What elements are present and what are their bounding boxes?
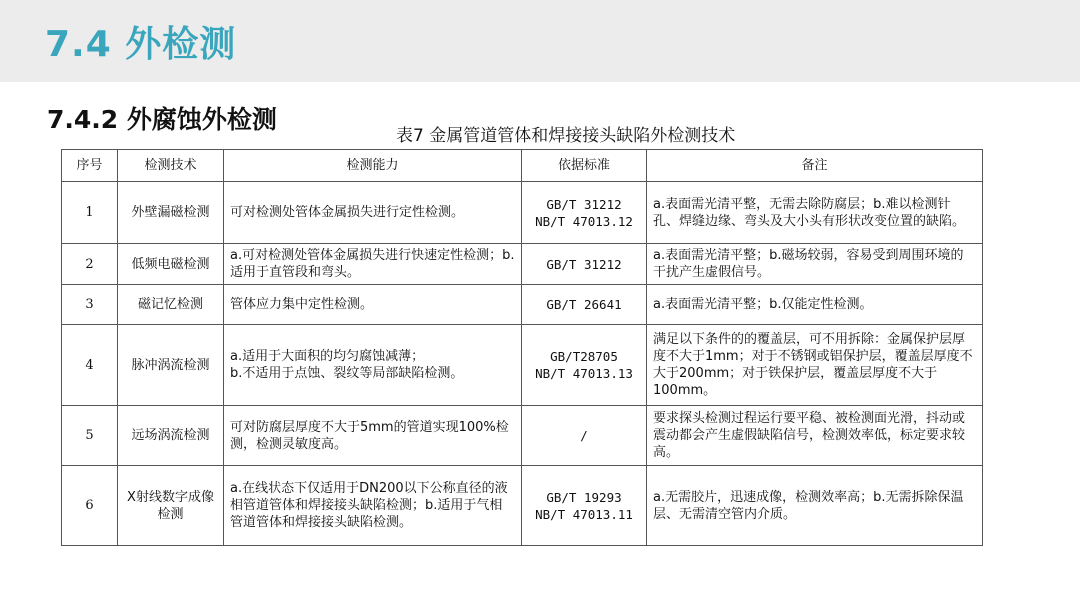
row-technique: 磁记忆检测 — [118, 285, 224, 325]
row-standards — [522, 406, 647, 466]
row-standards — [522, 285, 647, 325]
header-tech: 检测技术 — [118, 150, 224, 182]
row-standards — [522, 466, 647, 546]
row-capability: 管体应力集中定性检测。 — [224, 285, 522, 325]
row-number: 5 — [62, 406, 118, 466]
table-row — [62, 285, 983, 325]
inspection-techniques-table — [61, 149, 983, 546]
standard-code: GB/T 31212 — [546, 196, 622, 212]
row-standards — [522, 182, 647, 244]
row-notes: 要求探头检测过程运行要平稳、被检测面光滑，抖动或震动都会产生虚假缺陷信号，检测效率低，标定要求较高。 — [647, 406, 983, 466]
table-row — [62, 182, 983, 244]
table-row — [62, 244, 983, 285]
row-capability: a.在线状态下仅适用于DN200以下公称直径的液相管道管体和焊接接头缺陷检测；b.适用于气相管道管体和焊接接头缺陷检测。 — [224, 466, 522, 546]
header-notes: 备注 — [647, 150, 983, 182]
standard-code: NB/T 47013.12 — [535, 213, 633, 229]
row-technique: 外壁漏磁检测 — [118, 182, 224, 244]
row-technique: 低频电磁检测 — [118, 244, 224, 285]
row-technique: 远场涡流检测 — [118, 406, 224, 466]
row-capability: a.可对检测处管体金属损失进行快速定性检测；b.适用于直管段和弯头。 — [224, 244, 522, 285]
section-title: 7.4.2 外腐蚀外检测 — [47, 105, 277, 134]
capability-line: a.适用于大面积的均匀腐蚀减薄； — [230, 349, 425, 364]
row-notes: a.表面需光清平整；b.磁场较弱，容易受到周围环境的干扰产生虚假信号。 — [647, 244, 983, 285]
row-number: 1 — [62, 182, 118, 244]
capability-line: b.不适用于点蚀、裂纹等局部缺陷检测。 — [230, 366, 464, 381]
standard-code: GB/T28705 — [550, 349, 618, 364]
row-standards — [522, 325, 647, 406]
row-number: 4 — [62, 325, 118, 406]
table-caption: 表7 金属管道管体和焊接接头缺陷外检测技术 — [396, 126, 736, 146]
row-notes: a.表面需光清平整；b.仅能定性检测。 — [647, 285, 983, 325]
row-number: 6 — [62, 466, 118, 546]
standard-code: GB/T 19293 — [546, 489, 622, 505]
row-notes: 满足以下条件的的覆盖层，可不用拆除：金属保护层厚度不大于1mm；对于不锈钢或铝保护层，覆盖层厚度不大于200mm；对于铁保护层，覆盖层厚度不大于100mm。 — [647, 325, 983, 406]
table-row — [62, 466, 983, 546]
standard-code: NB/T 47013.13 — [535, 366, 633, 381]
row-notes: a.无需胶片，迅速成像，检测效率高；b.无需拆除保温层、无需清空管内介质。 — [647, 466, 983, 546]
row-capability: 可对防腐层厚度不大于5mm的管道实现100%检测，检测灵敏度高。 — [224, 406, 522, 466]
table-header-row — [62, 150, 983, 182]
row-notes: a.表面需光清平整，无需去除防腐层；b.难以检测针孔、焊缝边缘、弯头及大小头有形状改变位置的缺陷。 — [647, 182, 983, 244]
table-row — [62, 325, 983, 406]
standard-code: GB/T 26641 — [546, 297, 622, 312]
table-row — [62, 406, 983, 466]
row-capability — [224, 325, 522, 406]
row-technique: 脉冲涡流检测 — [118, 325, 224, 406]
row-number: 2 — [62, 244, 118, 285]
header-capability: 检测能力 — [224, 150, 522, 182]
row-standards — [522, 244, 647, 285]
standard-code: / — [580, 428, 588, 443]
header-standard: 依据标准 — [522, 150, 647, 182]
header-no: 序号 — [62, 150, 118, 182]
standard-code: NB/T 47013.11 — [535, 506, 633, 522]
row-number: 3 — [62, 285, 118, 325]
row-capability: 可对检测处管体金属损失进行定性检测。 — [224, 182, 522, 244]
standard-code: GB/T 31212 — [546, 256, 622, 272]
page-title: 7.4 外检测 — [45, 24, 237, 65]
row-technique: X射线数字成像检测 — [118, 466, 224, 546]
